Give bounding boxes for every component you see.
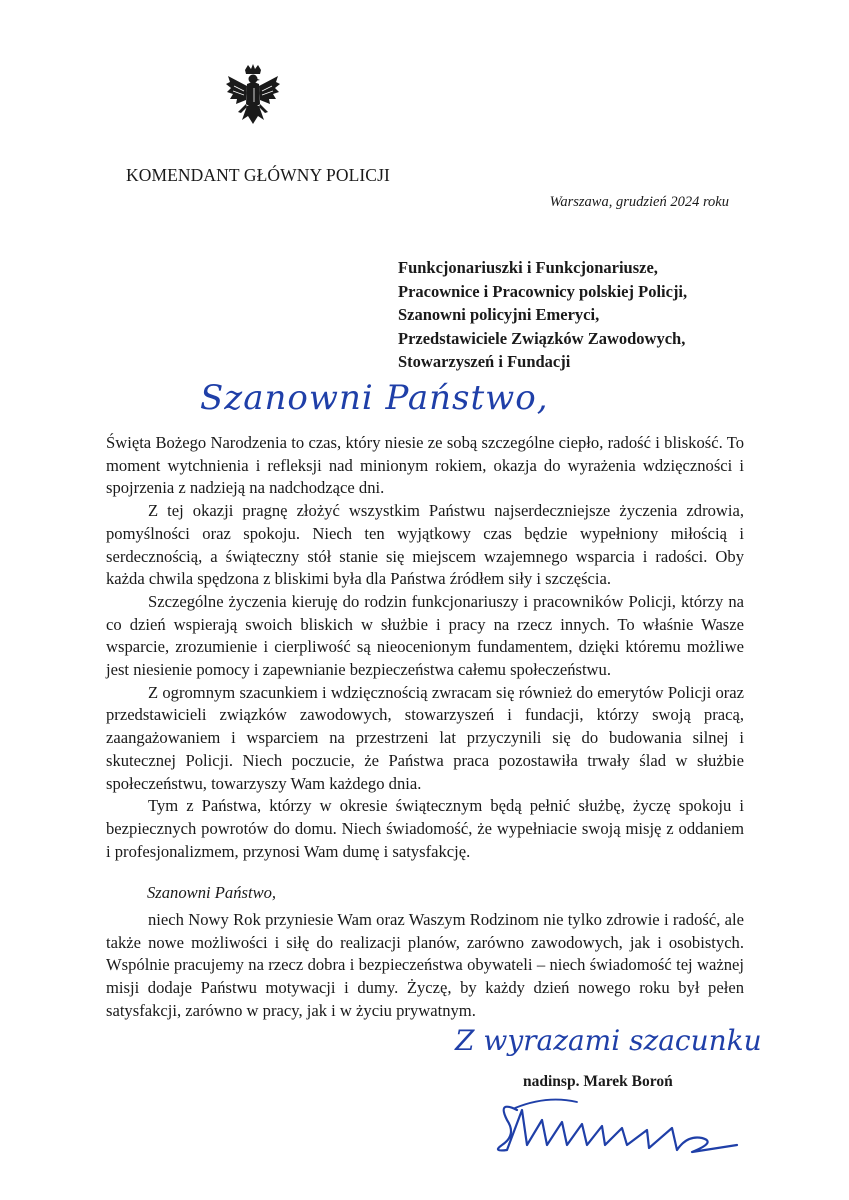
body-paragraph: Z tej okazji pragnę złożyć wszystkim Państwu najserdeczniejsze życzenia zdrowia, pomyślności oraz spokoju. Niech ten wyjątkowy czas będzie wypełniony miłością i serdecznością, a świąteczny stół stanie się miejscem wzajemnego wsparcia i radości. Oby każda chwila spędzona z bliskimi była dla Państwa źródłem siły i szczęścia. [106, 501, 744, 589]
polish-eagle-emblem-icon [224, 64, 282, 130]
closing-body [106, 909, 744, 1023]
body-paragraph: Szczególne życzenia kieruję do rodzin funkcjonariuszy i pracowników Policji, którzy na co dzień wspierają swoich bliskich w służbie i pracy na rzecz innych. To właśnie Wasze wsparcie, zrozumienie i cierpliwość są nieocenionym fundamentem, dzięki któremu możliwe jest niesienie pomocy i zapewnianie bezpieczeństwa całemu społeczeństwu. [106, 591, 744, 680]
letter-body [106, 432, 744, 863]
author-title: KOMENDANT GŁÓWNY POLICJI [126, 165, 390, 185]
body-paragraph: Z ogromnym szacunkiem i wdzięcznością zwracam się również do emerytów Policji oraz przedstawicieli związków zawodowych, stowarzyszeń i fundacji, którzy swoją pracą, zaangażowaniem i wsparciem na przestrzeni lat przyczynili się do budowania silnej i skutecznej Policji. Niech poczucie, że Państwa praca pozostawiła trwały ślad w służbie społeczeństwu, towarzyszy Wam każdego dnia. [106, 682, 744, 793]
recipient-line: Przedstawiciele Związków Zawodowych, [398, 328, 686, 348]
signer-name: nadinsp. Marek Boroń [523, 1073, 673, 1090]
recipient-line: Pracownice i Pracownicy polskiej Policji, [398, 281, 688, 301]
place-date: Warszawa, grudzień 2024 roku [549, 194, 729, 210]
recipient-line: Funkcjonariuszki i Funkcjonariusze, [398, 258, 658, 277]
handwritten-salutation: Szanowni Państwo, [200, 378, 549, 418]
closing-paragraph: niech Nowy Rok przyniesie Wam oraz Waszym Rodzinom nie tylko zdrowie i radość, ale także nowe możliwości i siłę do realizacji planów, zarówno zawodowych, jak i osobistych. Wspólnie pracujemy na rzecz dobra i bezpieczeństwa obywateli – niech świadomość tej ważnej misji dodaje Państwu motywacji i dumy. Życzę, by każdy dzień nowego roku był pełen satysfakcji, zarówno w pracy, jak i w życiu prywatnym. [106, 910, 744, 1020]
recipients-block [398, 256, 687, 374]
recipient-line: Szanowni policyjni Emeryci, [398, 305, 600, 324]
recipient-line: Stowarzyszeń i Fundacji [398, 352, 571, 371]
handwritten-regards: Z wyrazami szacunku [455, 1024, 762, 1057]
handwritten-signature-icon [487, 1090, 757, 1160]
body-paragraph: Tym z Państwa, którzy w okresie świątecznym będą pełnić służbę, życzę spokoju i bezpiecznych powrotów do domu. Niech świadomość, że wypełniacie swoją misję z oddaniem i profesjonalizmem, przynosi Wam dumę i satysfakcję. [106, 796, 744, 861]
closing-salutation: Szanowni Państwo, [147, 883, 277, 902]
body-paragraph: Święta Bożego Narodzenia to czas, który niesie ze sobą szczególne ciepło, radość i bliskość. To moment wytchnienia i refleksji nad minionym rokiem, okazja do wyrażenia wdzięczności i spojrzenia z nadzieją na nadchodzące dni. [106, 433, 744, 498]
